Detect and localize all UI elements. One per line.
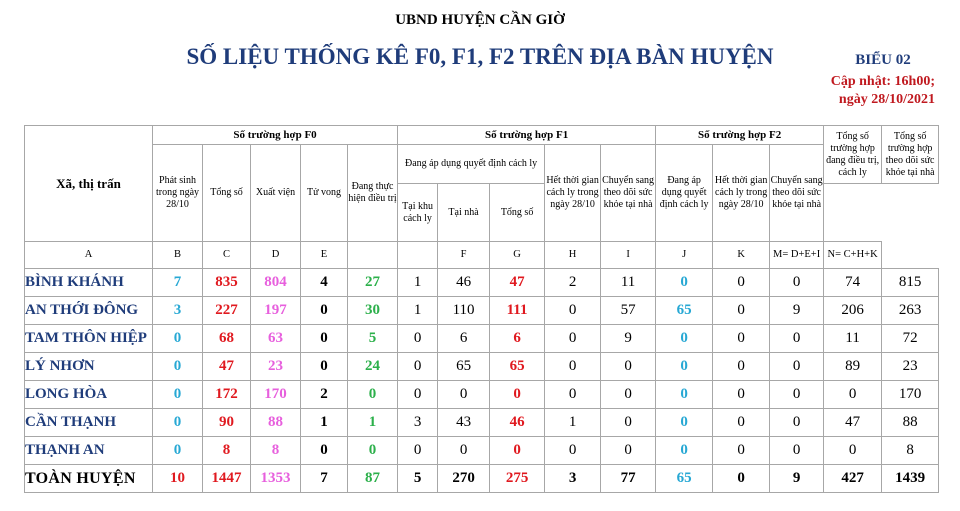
cell-f: 275 [490,465,545,493]
statistics-table [24,125,939,493]
cell-b: 47 [203,353,251,381]
table-row [25,437,939,465]
cell-c: 23 [251,353,301,381]
cell-n: 72 [882,325,939,353]
total-row [25,465,939,493]
cell-a: 3 [153,297,203,325]
cell-e: 0 [348,381,398,409]
cell-e: 30 [348,297,398,325]
cell-a: 10 [153,465,203,493]
cell-nha: 0 [438,437,490,465]
column-header-xa: Xã, thị trấn [25,126,153,242]
column-header-f1-dang-ap-dung: Đang áp dụng quyết định cách ly [398,145,545,184]
cell-m: 0 [824,381,882,409]
column-letter [398,242,438,269]
cell-nha: 0 [438,381,490,409]
table-row [25,269,939,297]
cell-j: 0 [713,353,770,381]
cell-h: 57 [601,297,656,325]
cell-khu: 5 [398,465,438,493]
cell-c: 804 [251,269,301,297]
cell-g: 0 [545,325,601,353]
group-header-f1: Số trường hợp F1 [398,126,656,145]
column-header-f2-dang-ap-dung: Đang áp dụng quyết định cách ly [656,145,713,242]
cell-j: 0 [713,409,770,437]
cell-b: 68 [203,325,251,353]
cell-n: 8 [882,437,939,465]
cell-b: 8 [203,437,251,465]
cell-m: 47 [824,409,882,437]
cell-a: 7 [153,269,203,297]
column-header-tong-dang-dieu-tri: Tổng số trường hợp đang điều trị, cách ly [824,126,882,184]
cell-m: 74 [824,269,882,297]
cell-n: 88 [882,409,939,437]
cell-b: 835 [203,269,251,297]
cell-e: 87 [348,465,398,493]
cell-nha: 46 [438,269,490,297]
column-header-f1-het-thoi-gian: Hết thời gian cách ly trong ngày 28/10 [545,145,601,242]
column-letter [348,242,398,269]
column-letter: K [713,242,770,269]
cell-c: 63 [251,325,301,353]
column-letter: J [656,242,713,269]
cell-h: 77 [601,465,656,493]
cell-n: 1439 [882,465,939,493]
cell-c: 170 [251,381,301,409]
cell-m: 427 [824,465,882,493]
cell-g: 0 [545,297,601,325]
cell-f: 46 [490,409,545,437]
cell-n: 263 [882,297,939,325]
cell-e: 5 [348,325,398,353]
cell-k: 0 [770,409,824,437]
table-row [25,381,939,409]
cell-khu: 1 [398,297,438,325]
cell-i: 0 [656,409,713,437]
cell-nha: 270 [438,465,490,493]
cell-k: 9 [770,297,824,325]
cell-h: 9 [601,325,656,353]
group-header-f0: Số trường hợp F0 [153,126,398,145]
commune-name: TOÀN HUYỆN [25,465,153,493]
column-letter: M= D+E+I [770,242,824,269]
cell-a: 0 [153,325,203,353]
cell-c: 8 [251,437,301,465]
cell-n: 23 [882,353,939,381]
cell-k: 0 [770,325,824,353]
commune-name: BÌNH KHÁNH [25,269,153,297]
cell-f: 65 [490,353,545,381]
column-header-phat-sinh: Phát sinh trong ngày 28/10 [153,145,203,242]
cell-d: 0 [301,297,348,325]
cell-e: 24 [348,353,398,381]
cell-f: 6 [490,325,545,353]
cell-k: 9 [770,465,824,493]
cell-g: 2 [545,269,601,297]
cell-g: 0 [545,437,601,465]
cell-j: 0 [713,297,770,325]
column-header-tong-so: Tổng số [203,145,251,242]
column-letter: G [490,242,545,269]
cell-i: 0 [656,381,713,409]
column-letter: D [251,242,301,269]
commune-name: CẦN THẠNH [25,409,153,437]
cell-d: 0 [301,437,348,465]
cell-h: 11 [601,269,656,297]
column-header-dang-dieu-tri: Đang thực hiện điều trị [348,145,398,242]
cell-h: 0 [601,381,656,409]
column-header-tu-vong: Tử vong [301,145,348,242]
cell-j: 0 [713,465,770,493]
column-header-tong-theo-doi: Tổng số trường hợp theo dõi sức khỏe tại nhà [882,126,939,184]
cell-i: 0 [656,269,713,297]
cell-f: 0 [490,437,545,465]
cell-nha: 43 [438,409,490,437]
cell-khu: 0 [398,325,438,353]
organization-name: UBND HUYỆN CẦN GIỜ [395,12,565,28]
cell-n: 170 [882,381,939,409]
cell-g: 1 [545,409,601,437]
cell-c: 88 [251,409,301,437]
cell-d: 4 [301,269,348,297]
cell-d: 0 [301,353,348,381]
table-row [25,409,939,437]
column-letter: C [203,242,251,269]
page-title: SỐ LIỆU THỐNG KÊ F0, F1, F2 TRÊN ĐỊA BÀN HUYỆN [186,44,774,69]
cell-i: 65 [656,465,713,493]
cell-b: 90 [203,409,251,437]
cell-i: 0 [656,353,713,381]
column-header-f2-het-thoi-gian: Hết thời gian cách ly trong ngày 28/10 [713,145,770,242]
column-letter: B [153,242,203,269]
cell-nha: 110 [438,297,490,325]
cell-f: 47 [490,269,545,297]
commune-name: LONG HÒA [25,381,153,409]
column-letter: I [601,242,656,269]
table-row [25,325,939,353]
cell-b: 227 [203,297,251,325]
cell-i: 0 [656,437,713,465]
cell-g: 0 [545,381,601,409]
column-letter: H [545,242,601,269]
commune-name: LÝ NHƠN [25,353,153,381]
cell-h: 0 [601,353,656,381]
table-body [25,269,939,493]
cell-m: 89 [824,353,882,381]
cell-m: 0 [824,437,882,465]
cell-e: 0 [348,437,398,465]
column-header-xuat-vien: Xuất viện [251,145,301,242]
form-number-badge: BIỂU 02 [855,52,911,68]
cell-d: 1 [301,409,348,437]
column-header-f1-tong-so: Tổng số [490,184,545,242]
update-time: Cập nhật: 16h00; [830,74,935,89]
cell-a: 0 [153,381,203,409]
cell-i: 0 [656,325,713,353]
cell-c: 1353 [251,465,301,493]
cell-a: 0 [153,409,203,437]
column-header-f2-chuyen-sang: Chuyển sang theo dõi sức khỏe tại nhà [770,145,824,242]
cell-f: 111 [490,297,545,325]
cell-n: 815 [882,269,939,297]
column-letter-row [25,242,939,269]
commune-name: TAM THÔN HIỆP [25,325,153,353]
cell-khu: 0 [398,381,438,409]
cell-k: 0 [770,437,824,465]
cell-c: 197 [251,297,301,325]
cell-i: 65 [656,297,713,325]
cell-nha: 65 [438,353,490,381]
cell-k: 0 [770,381,824,409]
column-letter: A [25,242,153,269]
column-header-f1-tai-khu: Tại khu cách ly [398,184,438,242]
column-letter: E [301,242,348,269]
cell-h: 0 [601,409,656,437]
column-letter: F [438,242,490,269]
column-header-f1-tai-nha: Tại nhà [438,184,490,242]
report-header [0,0,960,120]
cell-khu: 0 [398,353,438,381]
cell-f: 0 [490,381,545,409]
column-header-f1-chuyen-sang: Chuyển sang theo dõi sức khỏe tại nhà [601,145,656,242]
update-date: ngày 28/10/2021 [838,92,935,107]
cell-a: 0 [153,353,203,381]
cell-b: 172 [203,381,251,409]
cell-g: 0 [545,353,601,381]
cell-nha: 6 [438,325,490,353]
cell-b: 1447 [203,465,251,493]
cell-a: 0 [153,437,203,465]
cell-k: 0 [770,269,824,297]
cell-j: 0 [713,325,770,353]
table-row [25,297,939,325]
cell-d: 7 [301,465,348,493]
group-header-f2: Số trường hợp F2 [656,126,824,145]
table-row [25,353,939,381]
column-letter: N= C+H+K [824,242,882,269]
cell-m: 11 [824,325,882,353]
commune-name: AN THỚI ĐÔNG [25,297,153,325]
cell-k: 0 [770,353,824,381]
cell-d: 2 [301,381,348,409]
cell-khu: 3 [398,409,438,437]
cell-j: 0 [713,437,770,465]
commune-name: THẠNH AN [25,437,153,465]
cell-g: 3 [545,465,601,493]
cell-khu: 0 [398,437,438,465]
cell-e: 1 [348,409,398,437]
cell-j: 0 [713,269,770,297]
cell-e: 27 [348,269,398,297]
cell-khu: 1 [398,269,438,297]
cell-h: 0 [601,437,656,465]
cell-m: 206 [824,297,882,325]
cell-j: 0 [713,381,770,409]
cell-d: 0 [301,325,348,353]
